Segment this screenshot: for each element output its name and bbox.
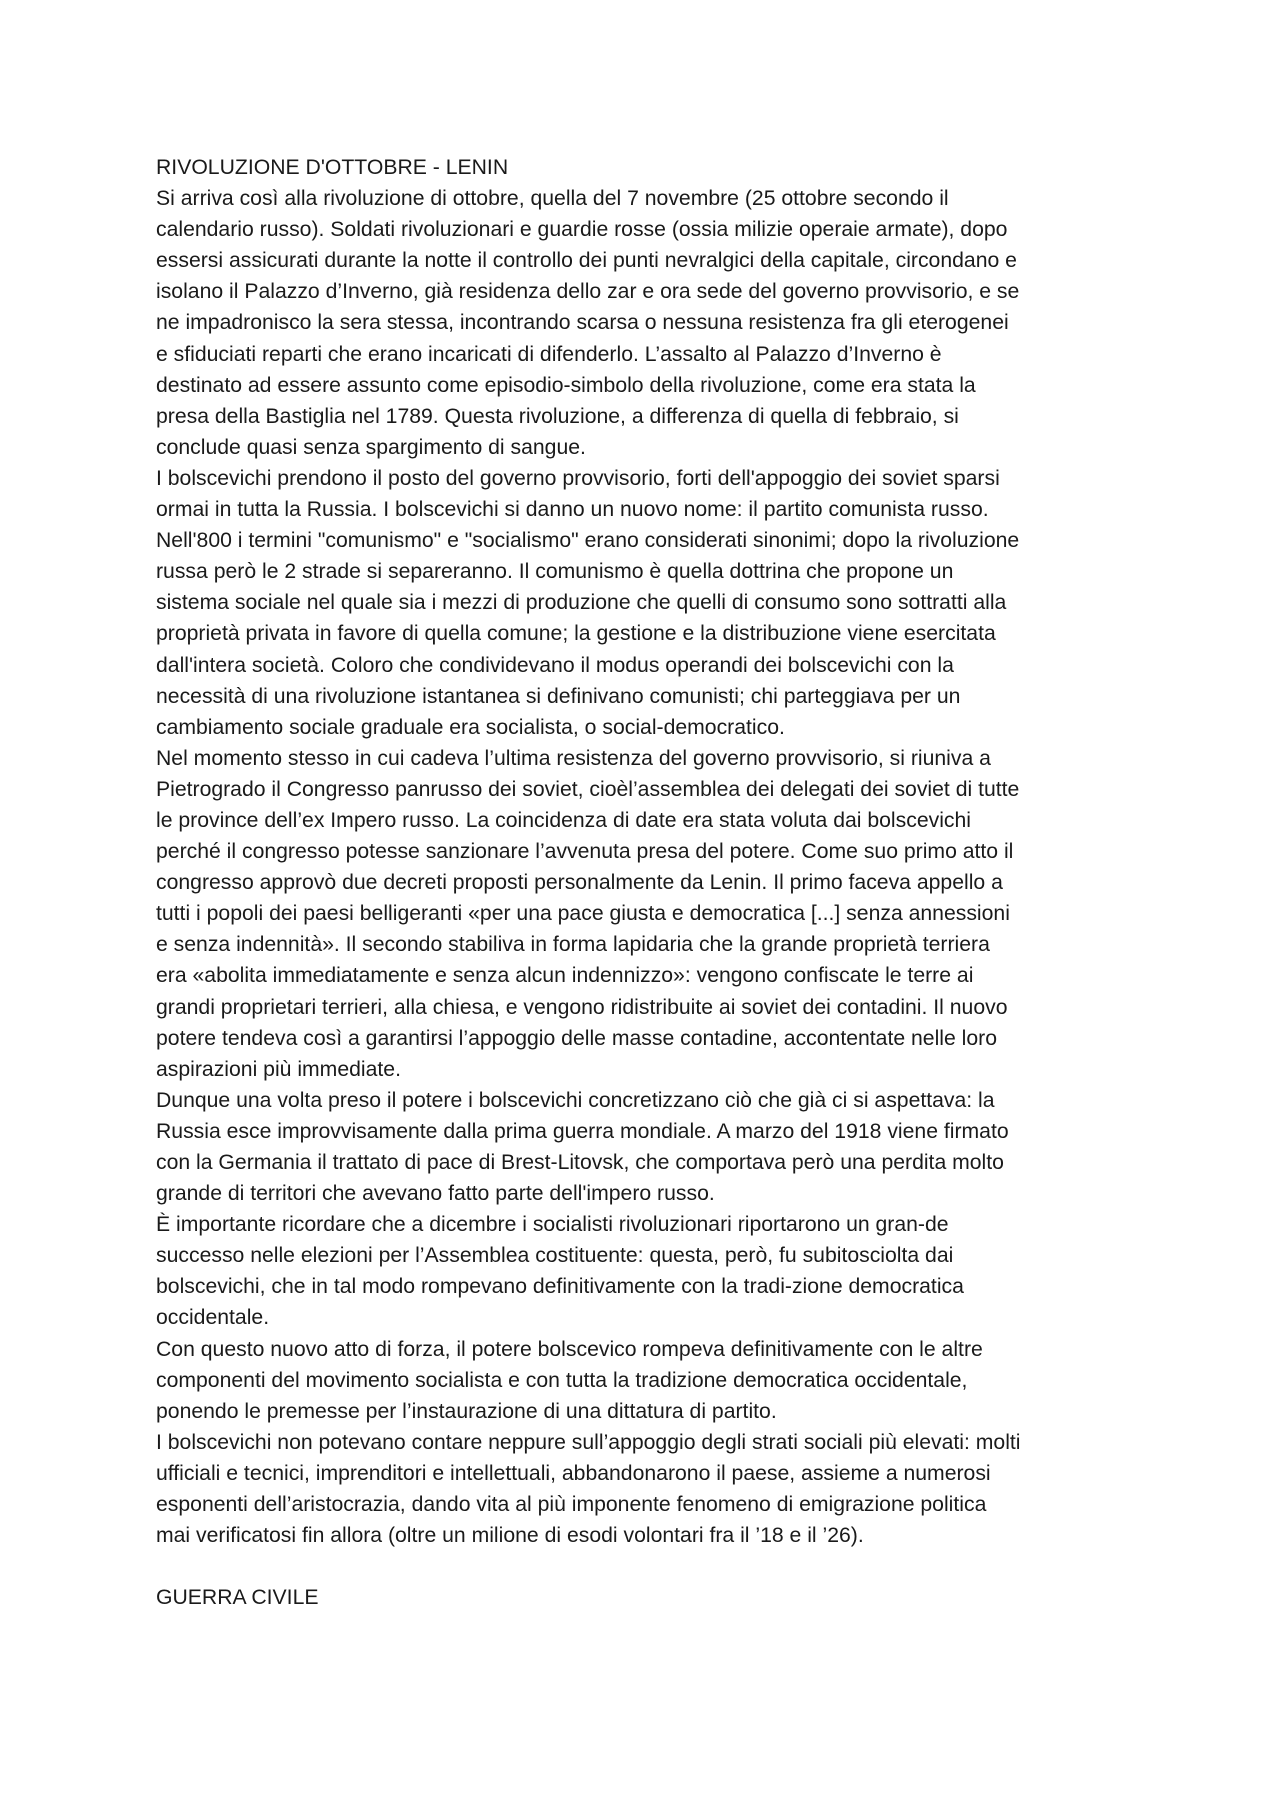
paragraph-line: grandi proprietari terrieri, alla chiesa, e vengono ridistribuite ai soviet dei contadini. Il nuovo: [156, 995, 1008, 1019]
paragraph-line: bolscevichi, che in tal modo rompevano definitivamente con la tradi-zione democratica: [156, 1275, 964, 1299]
paragraph-line: Nel momento stesso in cui cadeva l’ultima resistenza del governo provvisorio, si riuniva a: [156, 746, 991, 770]
paragraph-line: congresso approvò due decreti proposti personalmente da Lenin. Il primo faceva appello a: [156, 871, 1003, 895]
paragraph: [156, 1085, 1156, 1209]
paragraph-line: perché il congresso potesse sanzionare l’avvenuta presa del potere. Come suo primo atto il: [156, 840, 1014, 864]
paragraph-line: successo nelle elezioni per l’Assemblea costituente: questa, però, fu subitosciolta dai: [156, 1244, 954, 1268]
paragraph-line: Pietrogrado il Congresso panrusso dei soviet, cioèl’assemblea dei delegati dei soviet di tutte: [156, 777, 1020, 801]
paragraph-line: grande di territori che avevano fatto parte dell'impero russo.: [156, 1182, 715, 1206]
paragraph-line: con la Germania il trattato di pace di Brest-Litovsk, che comportava però una perdita molto: [156, 1151, 1004, 1174]
document-body: [156, 183, 1156, 1551]
paragraph-line: ormai in tutta la Russia. I bolscevichi si danno un nuovo nome: il partito comunista russo.: [156, 498, 989, 522]
paragraph: [156, 743, 1156, 1085]
paragraph-line: ufficiali e tecnici, imprenditori e intellettuali, abbandonarono il paese, assieme a numerosi: [156, 1461, 991, 1485]
paragraph: [156, 183, 1156, 463]
paragraph-line: componenti del movimento socialista e con tutta la tradizione democratica occidentale,: [156, 1368, 968, 1392]
paragraph-line: È importante ricordare che a dicembre i socialisti rivoluzionari riportarono un gran-de: [156, 1213, 949, 1237]
paragraph-line: mai verificatosi fin allora (oltre un milione di esodi volontari fra il ’18 e il ’26).: [156, 1524, 864, 1548]
paragraph: [156, 1427, 1156, 1551]
paragraph-line: Si arriva così alla rivoluzione di ottobre, quella del 7 novembre (25 ottobre secondo il: [156, 187, 949, 211]
section-spacer: [156, 1551, 1156, 1582]
paragraph-line: Dunque una volta preso il potere i bolscevichi concretizzano ciò che già ci si aspettava: la: [156, 1088, 995, 1112]
paragraph-line: e sfiduciati reparti che erano incaricati di difenderlo. L’assalto al Palazzo d’Inverno è: [156, 342, 942, 366]
paragraph-line: aspirazioni più immediate.: [156, 1057, 401, 1081]
paragraph-line: esponenti dell’aristocrazia, dando vita al più imponente fenomeno di emigrazione politica: [156, 1493, 987, 1517]
paragraph-line: Nell'800 i termini "comunismo" e "socialismo" erano considerati sinonimi; dopo la rivoluzione: [156, 529, 1020, 553]
document-page: [156, 152, 1156, 1613]
paragraph-line: ponendo le premesse per l’instaurazione di una dittatura di partito.: [156, 1399, 777, 1423]
section-heading-guerra-civile: GUERRA CIVILE: [156, 1586, 319, 1610]
paragraph-line: potere tendeva così a garantirsi l’appoggio delle masse contadine, accontentate nelle loro: [156, 1026, 997, 1050]
paragraph-line: ne impadronisco la sera stessa, incontrando scarsa o nessuna resistenza fra gli eterogenei: [156, 311, 1009, 335]
paragraph-line: russa però le 2 strade si separeranno. Il comunismo è quella dottrina che propone un: [156, 560, 954, 584]
paragraph-line: calendario russo). Soldati rivoluzionari e guardie rosse (ossia milizie operaie armate), dopo: [156, 218, 1008, 242]
paragraph-line: era «abolita immediatamente e senza alcun indennizzo»: vengono confiscate le terre ai: [156, 964, 974, 988]
paragraph: [156, 1209, 1156, 1333]
paragraph-line: conclude quasi senza spargimento di sangue.: [156, 435, 586, 459]
document-title: RIVOLUZIONE D'OTTOBRE - LENIN: [156, 156, 509, 179]
paragraph-line: dall'intera società. Coloro che condividevano il modus operandi dei bolscevichi con la: [156, 653, 954, 677]
paragraph-line: destinato ad essere assunto come episodio-simbolo della rivoluzione, come era stata la: [156, 373, 976, 397]
paragraph-line: I bolscevichi non potevano contare neppure sull’appoggio degli strati sociali più elevati: molti: [156, 1430, 1021, 1454]
paragraph-line: I bolscevichi prendono il posto del governo provvisorio, forti dell'appoggio dei soviet sparsi: [156, 466, 1000, 490]
paragraph-line: tutti i popoli dei paesi belligeranti «per una pace giusta e democratica [...] senza annessioni: [156, 902, 1010, 926]
paragraph-line: occidentale.: [156, 1306, 270, 1330]
paragraph-line: necessità di una rivoluzione istantanea si definivano comunisti; chi parteggiava per un: [156, 684, 961, 708]
paragraph-line: e senza indennità». Il secondo stabiliva in forma lapidaria che la grande proprietà terriera: [156, 933, 990, 957]
paragraph-line: proprietà privata in favore di quella comune; la gestione e la distribuzione viene esercitata: [156, 622, 996, 646]
paragraph-line: presa della Bastiglia nel 1789. Questa rivoluzione, a differenza di quella di febbraio, si: [156, 404, 959, 428]
paragraph: [156, 1334, 1156, 1427]
paragraph: [156, 463, 1156, 743]
paragraph-line: Con questo nuovo atto di forza, il potere bolscevico rompeva definitivamente con le altre: [156, 1337, 983, 1361]
paragraph-line: essersi assicurati durante la notte il controllo dei punti nevralgici della capitale, circondano e: [156, 249, 1017, 273]
paragraph-line: cambiamento sociale graduale era socialista, o social-democratico.: [156, 715, 785, 739]
paragraph-line: le province dell’ex Impero russo. La coincidenza di date era stata voluta dai bolscevichi: [156, 808, 971, 832]
paragraph-line: sistema sociale nel quale sia i mezzi di produzione che quelli di consumo sono sottratti alla: [156, 591, 1007, 615]
paragraph-line: isolano il Palazzo d’Inverno, già residenza dello zar e ora sede del governo provvisorio, e se: [156, 280, 1020, 304]
paragraph-line: Russia esce improvvisamente dalla prima guerra mondiale. A marzo del 1918 viene firmato: [156, 1119, 1009, 1143]
